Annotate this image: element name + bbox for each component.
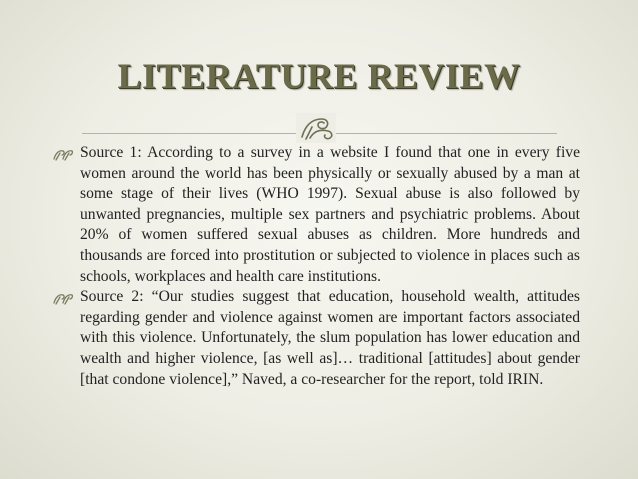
bullet-text: Source 1: According to a survey in a website I found that one in every five women around the world has been physically or sexually abused by a man at some stage of their lives (WHO 1997). Sexual abuse is also followed by unwanted pregnancies, multiple sex partners and psychiatric problems. About 20% of women suffered sexual abuses as children. More hundreds and thousands are forced into prostitution or subjected to violence in places such as schools, workplaces and health care institutions. [80, 144, 580, 285]
list-item [52, 287, 580, 390]
ornament-divider-icon [296, 113, 336, 143]
ornament-bullet-icon [52, 147, 74, 160]
ornament-bullet-icon [52, 291, 74, 304]
bullet-text: Source 2: “Our studies suggest that education, household wealth, attitudes regarding gender and violence against women are important factors associated with this violence. Unfortunately, the slum population has lower education and wealth and higher violence, [as well as]… traditional [attitudes] about gender [that condone violence],” Naved, a co-researcher for the report, told IRIN. [80, 288, 580, 388]
list-item [52, 143, 580, 287]
slide-title: LITERATURE REVIEW [117, 56, 521, 96]
bullet-list [52, 143, 580, 390]
